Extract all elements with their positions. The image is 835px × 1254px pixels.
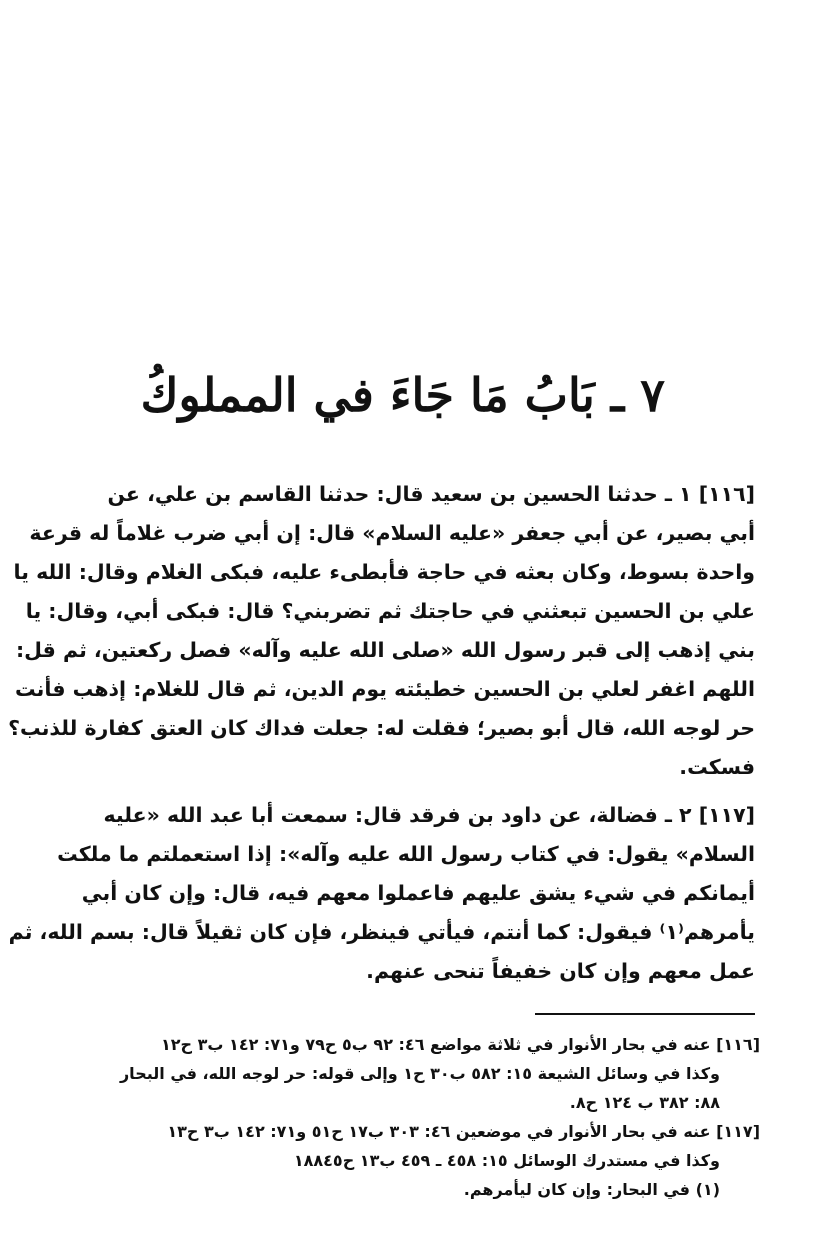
text-line: فسكت. (679, 755, 755, 779)
footnote-line: [١١٦] عنه في بحار الأنوار في ثلاثة مواضع ٤٦: ٩٢ ب٥ ح٧٩ و٧١: ١٤٢ ب٣ ح١٢ (160, 1035, 760, 1054)
footnote-line: وكذا في مستدرك الوسائل ١٥: ٤٥٨ ـ ٤٥٩ ب١٣ ح١٨٨٤٥ (293, 1151, 720, 1170)
text-line: [١١٦] ١ ـ حدثنا الحسين بن سعيد قال: حدثنا القاسم بن علي، عن (107, 482, 755, 506)
paragraph-117 (8, 796, 755, 991)
footnote-line: ٨٨: ٣٨٢ ب ١٢٤ ح٨. (569, 1093, 720, 1112)
chapter-title: ٧ ـ بَابُ مَا جَاءَ في المملوكُ (140, 368, 665, 422)
footnote-line: (١) في البحار: وإن كان ليأمرهم. (463, 1180, 720, 1199)
footnote-divider (535, 1013, 755, 1015)
text-line: أبي بصير، عن أبي جعفر «عليه السلام» قال: إن أبي ضرب غلاماً له قرعة (29, 521, 755, 545)
text-line: السلام» يقول: في كتاب رسول الله عليه وآله»: إذا استعملتم ما ملكت (57, 842, 755, 866)
text-line: واحدة بسوط، وكان بعثه في حاجة فأبطىء عليه، فبكى الغلام وقال: الله يا (13, 560, 755, 584)
text-line: أيمانكم في شيء يشق عليهم فاعملوا معهم فيه، قال: وإن كان أبي (81, 881, 755, 905)
text-line: اللهم اغفر لعلي بن الحسين خطيئته يوم الدين، ثم قال للغلام: إذهب فأنت (14, 677, 755, 701)
footnote-line: [١١٧] عنه في بحار الأنوار في موضعين ٤٦: ٣٠٣ ب١٧ ح٥١ و٧١: ١٤٢ ب٣ ح١٣ (167, 1122, 760, 1141)
text-line: [١١٧] ٢ ـ فضالة، عن داود بن فرقد قال: سمعت أبا عبد الله «عليه (103, 803, 755, 827)
text-line: بني إذهب إلى قبر رسول الله «صلى الله عليه وآله» فصل ركعتين، ثم قل: (15, 638, 755, 662)
text-line: عمل معهم وإن كان خفيفاً تنحى عنهم. (366, 959, 755, 983)
text-line: علي بن الحسين تبعثني في حاجتك ثم تضربني؟ قال: فبكى أبي، وقال: يا (25, 599, 755, 623)
text-line: حر لوجه الله، قال أبو بصير؛ فقلت له: جعلت فداك كان العتق كفارة للذنب؟ (8, 716, 755, 740)
paragraph-116 (8, 475, 755, 787)
footnotes (80, 1030, 760, 1204)
text-line: يأمرهم⁽١⁾ فيقول: كما أنتم، فيأتي فينظر، فإن كان ثقيلاً قال: بسم الله، ثم (8, 920, 755, 944)
footnote-line: وكذا في وسائل الشيعة ١٥: ٥٨٢ ب٣٠ ح١ وإلى قوله: حر لوجه الله، في البحار (119, 1064, 720, 1083)
